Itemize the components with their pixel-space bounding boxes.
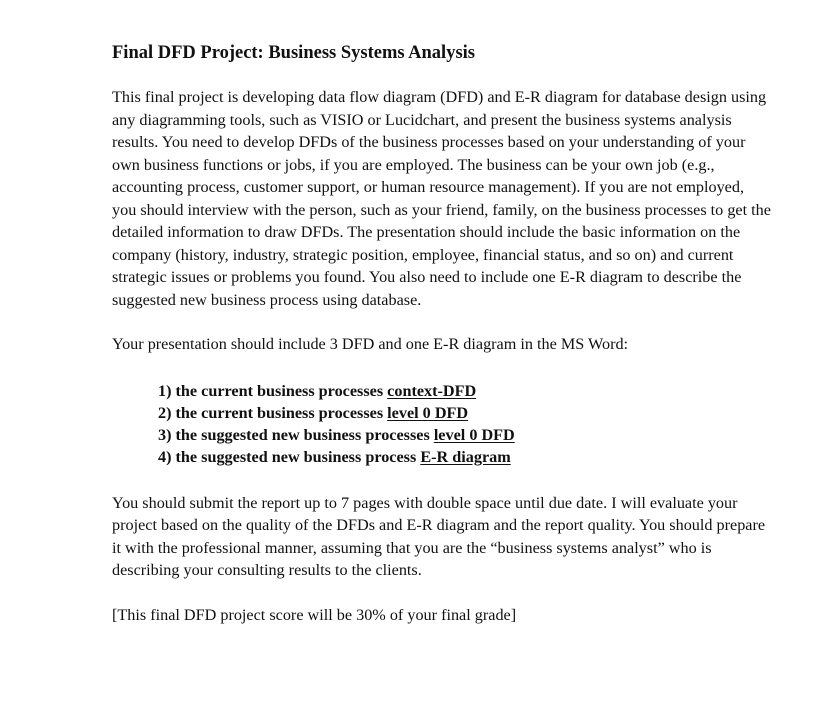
deliverable-emphasis: E-R diagram [420,447,511,466]
deliverable-item [158,402,772,424]
list-intro-paragraph: Your presentation should include 3 DFD and one E-R diagram in the MS Word: [112,335,629,353]
document-page [112,42,772,626]
deliverable-text: 2) the current business processes [158,403,388,422]
deliverable-emphasis: level 0 DFD [387,403,469,422]
deliverable-text: 1) the current business processes [158,381,388,400]
deliverable-item [158,446,772,468]
deliverable-item [158,380,772,402]
deliverable-text: 3) the suggested new business processes [158,425,434,444]
grade-note: [This final DFD project score will be 30% of your final grade] [112,605,517,624]
deliverable-item [158,424,772,446]
intro-paragraph: This final project is developing data flow diagram (DFD) and E-R diagram for database design using any diagramming tools, such as VISIO or Lucidchart, and present the business systems analysis results. You need to develop DFDs of the business processes based on your understanding of your own business functions or jobs, if you are employed. The business can be your own job (e.g., accounting process, customer support, or human resource management). If you are not employed, you should interview with the person, such as your friend, family, on the business processes to get the detailed information to draw DFDs. The presentation should include the basic information on the company (history, industry, strategic position, employee, financial status, and so on) and current strategic issues or problems you found. You also need to include one E-R diagram to describe the suggested new business process using database. [112,88,771,309]
deliverable-emphasis: context-DFD [387,381,477,400]
deliverables-list [158,380,772,468]
submission-paragraph: You should submit the report up to 7 pages with double space until due date. I will evaluate your project based on the quality of the DFDs and E-R diagram and the report quality. You should prepare it with the professional manner, assuming that you are the “business systems analyst” who is describing your consulting results to the clients. [112,493,766,579]
document-title: Final DFD Project: Business Systems Analysis [112,43,475,63]
deliverable-text: 4) the suggested new business process [158,447,421,466]
deliverable-emphasis: level 0 DFD [433,425,515,444]
